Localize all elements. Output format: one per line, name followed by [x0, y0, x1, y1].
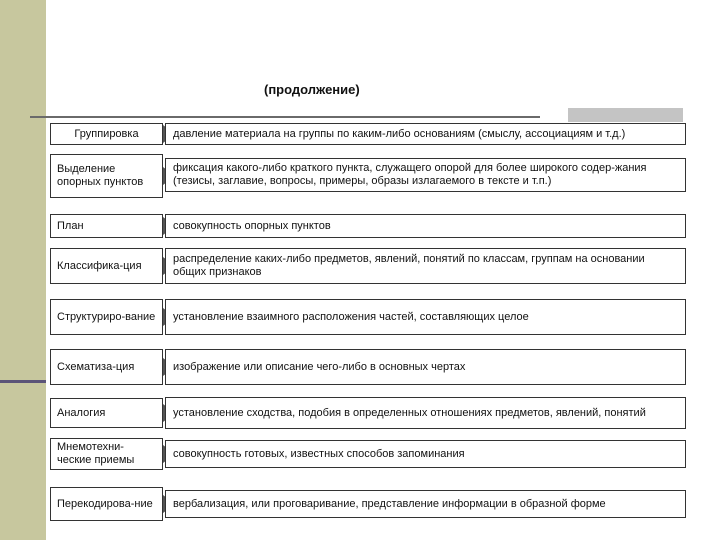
table-row — [50, 349, 686, 385]
definition-cell: установление взаимного расположения частей, составляющих целое — [165, 299, 686, 335]
decorative-corner-box — [568, 108, 683, 122]
term-cell: Группировка — [50, 123, 163, 145]
table-row — [50, 214, 686, 238]
table-row — [50, 248, 686, 284]
term-cell: Схематиза-ция — [50, 349, 163, 385]
definition-cell: распределение каких-либо предметов, явлений, понятий по классам, группам на основании общих признаков — [165, 248, 686, 284]
term-cell: План — [50, 214, 163, 238]
definition-cell: изображение или описание чего-либо в основных чертах — [165, 349, 686, 385]
term-cell: Аналогия — [50, 398, 163, 428]
table-row — [50, 487, 686, 521]
term-cell: Перекодирова-ние — [50, 487, 163, 521]
definition-cell: совокупность готовых, известных способов запоминания — [165, 440, 686, 468]
sidebar-accent-line — [0, 380, 46, 383]
decorative-sidebar — [0, 0, 46, 540]
definition-cell: установление сходства, подобия в определенных отношениях предметов, явлений, понятий — [165, 397, 686, 429]
term-cell: Структуриро-вание — [50, 299, 163, 335]
term-cell: Классифика-ция — [50, 248, 163, 284]
definition-cell: давление материала на группы по каким-либо основаниям (смыслу, ассоциациям и т.д.) — [165, 123, 686, 145]
title-rule — [30, 116, 540, 118]
table-row — [50, 438, 686, 470]
page-title: (продолжение) — [264, 82, 360, 97]
table-row — [50, 154, 686, 198]
table-row — [50, 397, 686, 429]
table-row — [50, 299, 686, 335]
term-cell: Мнемотехни-ческие приемы — [50, 438, 163, 470]
definition-cell: вербализация, или проговаривание, представление информации в образной форме — [165, 490, 686, 518]
term-cell: Выделение опорных пунктов — [50, 154, 163, 198]
definition-cell: совокупность опорных пунктов — [165, 214, 686, 238]
definition-cell: фиксация какого-либо краткого пункта, служащего опорой для более широкого содер-жания (тезисы, заглавие, вопросы, примеры, образы излагаемого в тексте и т.п.) — [165, 158, 686, 192]
table-row — [50, 123, 686, 145]
